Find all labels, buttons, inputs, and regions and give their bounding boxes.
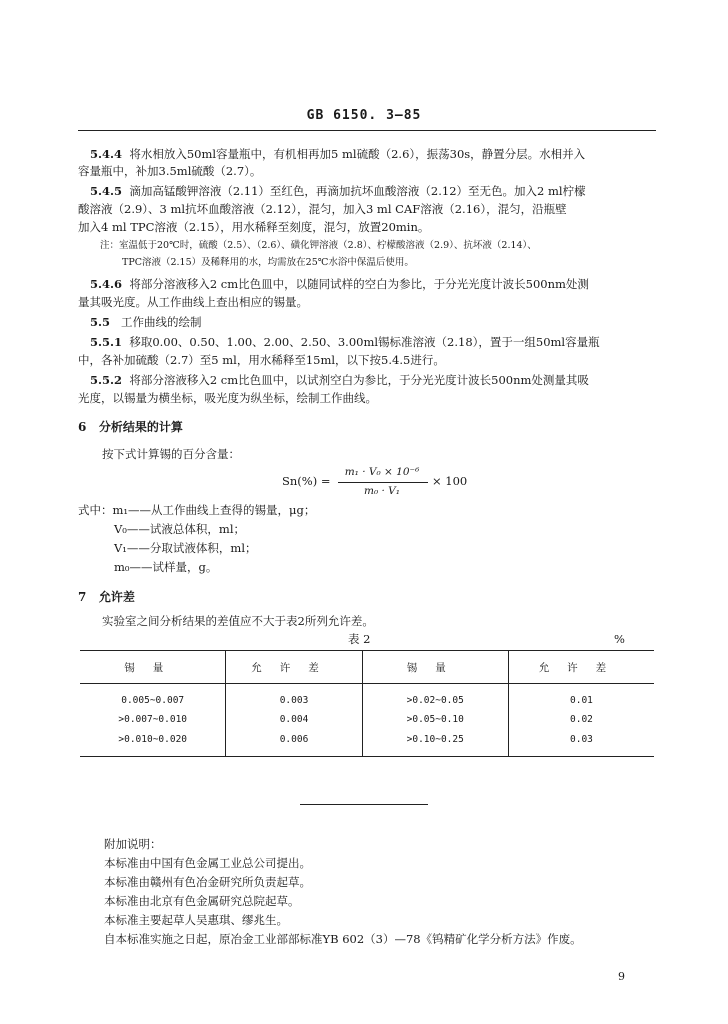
section-number: 6 bbox=[78, 420, 87, 434]
table-cell: 0.006 bbox=[226, 728, 362, 757]
clause-text: 滴加高锰酸钾溶液（2.11）至红色，再滴加抗坏血酸溶液（2.12）至无色。加入2 ml柠檬 bbox=[129, 184, 586, 198]
table-cell: 0.01 bbox=[508, 684, 654, 711]
section-7-intro: 实验室之间分析结果的差值应不大于表2所列允许差。 bbox=[102, 614, 374, 628]
table-cell: 0.02 bbox=[508, 710, 654, 728]
clause-text: 将部分溶液移入2 cm比色皿中，以随同试样的空白为参比，于分光光度计波长500nm处测 bbox=[129, 277, 589, 291]
para-5-4-6-line1 bbox=[90, 276, 589, 292]
page-number: 9 bbox=[618, 970, 625, 983]
clause-number: 5.4.6 bbox=[90, 277, 123, 291]
para-5-4-6-line2: 量其吸光度。从工作曲线上查出相应的锡量。 bbox=[78, 295, 308, 309]
table-header-cell: 允许差 bbox=[226, 651, 362, 684]
clause-number: 5.5.2 bbox=[90, 373, 123, 387]
appendix-line5: 本标准主要起草人吴惠琪、缪兆生。 bbox=[104, 913, 288, 927]
subsection-title: 工作曲线的绘制 bbox=[120, 315, 202, 329]
end-rule bbox=[300, 804, 428, 805]
appendix-line3: 本标准由赣州有色冶金研究所负责起草。 bbox=[104, 875, 311, 889]
para-5-4-4-line2: 容量瓶中，补加3.5ml硫酸（2.7）。 bbox=[78, 164, 262, 178]
table-cell: >0.10~0.25 bbox=[362, 728, 508, 757]
clause-text: 将部分溶液移入2 cm比色皿中，以试剂空白为参比，于分光光度计波长500nm处测量其吸 bbox=[129, 373, 589, 387]
table-unit: % bbox=[614, 632, 625, 646]
section-title: 分析结果的计算 bbox=[98, 420, 183, 434]
para-5-4-5-line1 bbox=[90, 183, 586, 199]
clause-number: 5.4.4 bbox=[90, 147, 123, 161]
table-cell: 0.005~0.007 bbox=[121, 694, 185, 706]
allowable-difference-table bbox=[80, 650, 654, 757]
note-line1: 注：室温低于20℃时，硫酸（2.5）、（2.6）、磺化钾溶液（2.8）、柠檬酸溶液（2.9）、抗坏液（2.14）、 bbox=[100, 240, 537, 251]
standard-header: GB 6150. 3—85 bbox=[306, 108, 422, 123]
formula-numerator: m₁ · V₀ × 10⁻⁶ bbox=[344, 466, 420, 478]
clause-number: 5.5.1 bbox=[90, 335, 123, 349]
appendix-line2: 本标准由中国有色金属工业总公司提出。 bbox=[104, 856, 311, 870]
appendix-line4: 本标准由北京有色金属研究总院起草。 bbox=[104, 894, 300, 908]
table-cell: >0.007~0.010 bbox=[118, 713, 188, 725]
table-cell: 0.004 bbox=[226, 710, 362, 728]
note-line2: TPC溶液（2.15）及稀释用的水，均需放在25℃水浴中保温后使用。 bbox=[122, 257, 414, 268]
para-5-4-5-line3: 加入4 ml TPC溶液（2.15），用水稀释至刻度，混匀，放置20min。 bbox=[78, 220, 430, 234]
clause-number: 5.5 bbox=[90, 315, 111, 329]
para-5-5-1-line2: 中，各补加硫酸（2.7）至5 ml，用水稀释至15ml，以下按5.4.5进行。 bbox=[78, 353, 445, 367]
table-cell: >0.010~0.020 bbox=[80, 728, 226, 757]
table-cell: >0.02~0.05 bbox=[362, 684, 508, 711]
table-header-cell: 允许差 bbox=[508, 651, 654, 684]
para-5-4-5-line2: 酸溶液（2.9）、3 ml抗坏血酸溶液（2.12），混匀，加入3 ml CAF溶液（2.16），混匀，沿瓶壁 bbox=[78, 202, 567, 216]
section-7-heading bbox=[78, 588, 135, 605]
section-6-heading bbox=[78, 418, 183, 435]
where-line4: m₀——试样量，g。 bbox=[114, 560, 218, 574]
clause-text: 移取0.00、0.50、1.00、2.00、2.50、3.00ml锡标准溶液（2.18），置于一组50ml容量瓶 bbox=[129, 335, 600, 349]
table-cell: 0.003 bbox=[226, 684, 362, 711]
where-line2: V₀——试液总体积，ml； bbox=[114, 522, 245, 536]
table-header-cell: 锡量 bbox=[80, 651, 226, 684]
where-line3: V₁——分取试液体积，ml； bbox=[114, 541, 257, 555]
para-5-5-2-line1 bbox=[90, 372, 589, 388]
table-header-cell: 锡量 bbox=[362, 651, 508, 684]
table-row bbox=[80, 684, 654, 711]
formula-lhs: Sn(%) = bbox=[282, 474, 331, 488]
subsection-5-5 bbox=[90, 314, 201, 330]
table-cell: >0.05~0.10 bbox=[362, 710, 508, 728]
formula-tail: × 100 bbox=[432, 474, 468, 488]
header-rule bbox=[78, 130, 656, 131]
fraction-bar bbox=[338, 482, 428, 483]
section-title: 允许差 bbox=[98, 590, 135, 604]
table-caption: 表 2 bbox=[348, 632, 371, 646]
table-header-row bbox=[80, 651, 654, 684]
table-cell: 0.03 bbox=[508, 728, 654, 757]
clause-number: 5.4.5 bbox=[90, 184, 123, 198]
para-5-5-1-line1 bbox=[90, 334, 600, 350]
clause-text: 将水相放入50ml容量瓶中，有机相再加5 ml硫酸（2.6），振荡30s，静置分层。水相并入 bbox=[129, 147, 586, 161]
para-5-4-4-line1 bbox=[90, 146, 585, 162]
section-6-intro: 按下式计算锡的百分含量： bbox=[102, 447, 240, 461]
formula-denominator: m₀ · V₁ bbox=[364, 485, 400, 497]
appendix-line6: 自本标准实施之日起，原冶金工业部部标准YB 602（3）—78《钨精矿化学分析方法》作废。 bbox=[104, 932, 582, 946]
table-row bbox=[80, 728, 654, 757]
appendix-line1: 附加说明： bbox=[104, 837, 162, 851]
section-number: 7 bbox=[78, 590, 87, 604]
para-5-5-2-line2: 光度，以锡量为横坐标，吸光度为纵坐标，绘制工作曲线。 bbox=[78, 391, 377, 405]
table-row bbox=[80, 710, 654, 728]
where-line1: 式中：m₁——从工作曲线上查得的锡量，μg； bbox=[78, 503, 316, 517]
